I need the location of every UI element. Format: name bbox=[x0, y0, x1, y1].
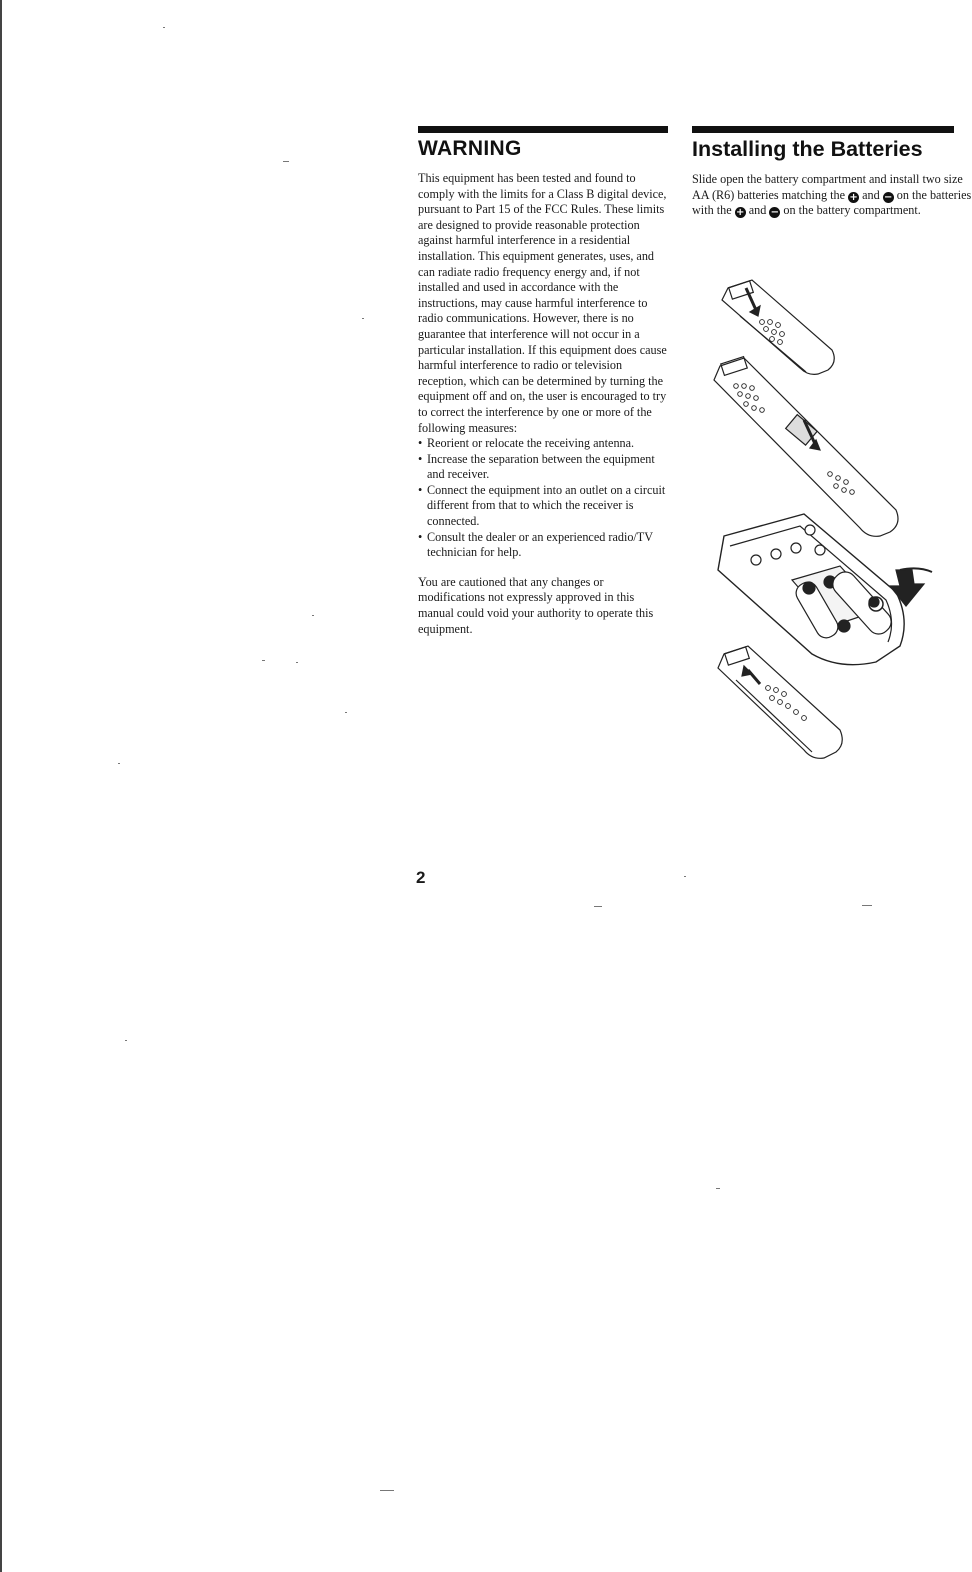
warning-section bbox=[418, 126, 668, 637]
remote-step-2-icon bbox=[714, 357, 898, 537]
section-rule bbox=[418, 126, 668, 133]
scan-edge bbox=[0, 0, 2, 1572]
instruction-text: on the batteries with the bbox=[692, 187, 972, 218]
warning-heading: WARNING bbox=[418, 137, 522, 160]
minus-icon: − bbox=[884, 191, 893, 203]
measure-item: • Consult the dealer or an experienced radio/TV technician for help. bbox=[418, 530, 668, 561]
measure-item: • Increase the separation between the equipment and receiver. bbox=[418, 452, 668, 483]
page-number: 2 bbox=[416, 868, 426, 887]
instruction-text: and bbox=[748, 203, 767, 218]
minus-icon: − bbox=[770, 207, 780, 219]
plus-icon: + bbox=[735, 207, 745, 219]
batteries-heading: Installing the Batteries bbox=[692, 137, 923, 161]
instruction-text: and bbox=[862, 187, 880, 202]
batteries-instructions bbox=[692, 172, 972, 219]
remote-step-3-icon bbox=[718, 646, 842, 758]
instruction-text: on the battery compartment. bbox=[783, 203, 921, 218]
battery-closeup-icon bbox=[718, 514, 932, 665]
measure-item: • Reorient or relocate the receiving antenna. bbox=[418, 436, 668, 452]
measure-item: • Connect the equipment into an outlet on a circuit different from that to which the receiver is connected. bbox=[418, 483, 668, 530]
warning-paragraph-1: This equipment has been tested and found to comply with the limits for a Class B digital device, pursuant to Part 15 of the FCC Rules. These limits are designed to provide reasonable protection against harmful interference in a residential installation. This equipment generates, uses, and can radiate radio frequency energy and, if not installed and used in accordance with the instructions, may cause harmful interference to radio communications. However, there is no guarantee that interference will not occur in a particular installation. If this equipment does cause harmful interference to radio or television reception, which can be determined by turning the equipment off and on, the user is encouraged to try to correct the interference by one or more of the following measures: bbox=[418, 171, 667, 435]
warning-paragraph-2: You are cautioned that any changes or modifications not expressly approved in this manual could void your authority to operate this equipment. bbox=[418, 574, 654, 636]
battery-installation-illustration bbox=[700, 270, 940, 780]
section-rule bbox=[692, 126, 954, 133]
batteries-section bbox=[692, 126, 972, 219]
instruction-text: Slide open the battery compartment and install two size AA (R6) batteries matching the bbox=[692, 172, 963, 202]
measures-list bbox=[418, 436, 668, 561]
plus-icon: + bbox=[849, 191, 858, 203]
warning-body bbox=[418, 171, 668, 637]
